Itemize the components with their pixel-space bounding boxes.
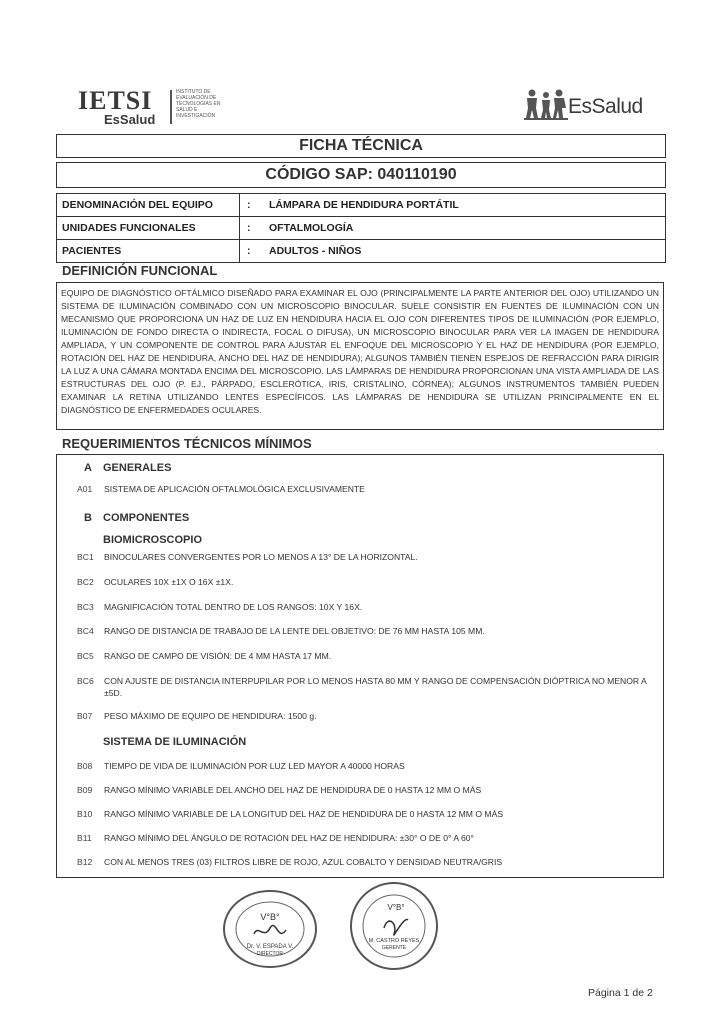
seal-stamp-manager [346, 880, 442, 972]
section-code: B [84, 512, 92, 524]
item-code: BC3 [77, 602, 94, 612]
item-text: SISTEMA DE APLICACIÓN OFTALMOLÓGICA EXCLUSIVAMENTE [104, 484, 365, 494]
item-text: RANGO MÍNIMO VARIABLE DE LA LONGITUD DEL HAZ DE HENDIDURA DE 0 HASTA 12 MM O MÁS [104, 809, 504, 819]
item-text: TIEMPO DE VIDA DE ILUMINACIÓN POR LUZ LED MAYOR A 40000 HORAS [104, 761, 405, 771]
equipment-value: OFTALMOLOGÍA [269, 222, 354, 234]
essalud-logo-text: EsSalud [568, 95, 643, 118]
ietsi-logo [78, 86, 238, 130]
requirements-box [56, 454, 664, 878]
separator: : [247, 222, 251, 234]
section-title: COMPONENTES [103, 512, 190, 524]
item-code: BC2 [77, 577, 94, 587]
item-code: B07 [77, 711, 93, 721]
definition-heading: DEFINICIÓN FUNCIONAL [62, 263, 218, 278]
item-code: B08 [77, 761, 93, 771]
separator: : [247, 245, 251, 257]
item-text: BINOCULARES CONVERGENTES POR LO MENOS A 13° DE LA HORIZONTAL. [104, 552, 418, 562]
definition-box [56, 282, 664, 430]
definition-text: EQUIPO DE DIAGNÓSTICO OFTÁLMICO DISEÑADO PARA EXAMINAR EL OJO (PRINCIPALMENTE LA PARTE ANTERIOR DEL OJO) UTILIZANDO UN SISTEMA DE ILUMINACIÓN COMBINADO CON UN MICROSCOPIO BINOCULAR. SUELE CONSISTIR EN FUENTES DE ILUMINACIÓN CON UN MECANISMO QUE PROPORCIONA UN HAZ DE LUZ EN HENDIDURA HACIA EL OJO CON DIFERENTES TIPOS DE ILUMINACIÓN (POR EJEMPLO, ILUMINACIÓN DE FONDO DIRECTA O INDIRECTA, FOCAL O DIFUSA), UN MICROSCOPIO BINOCULAR PARA VER LA IMAGEN DE HENDIDURA AMPLIADA, Y UN COMPONENTE DE CONTROL PARA AJUSTAR EL ENFOQUE DEL MICROSCOPIO Y EL HAZ DE HENDIDURA (POR EJEMPLO, ROTACIÓN DEL HAZ DE HENDIDURA, ANCHO DEL HAZ DE HENDIDURA); ALGUNOS TAMBIÉN TIENEN ESPEJOS DE REFRACCIÓN PARA DIRIGIR LA LUZ A UNA CÁMARA MONTADA ENCIMA DEL MICROSCOPIO. LAS LÁMPARAS DE HENDIDURA PROPORCIONAN UNA VISTA AMPLIADA DE LAS ESTRUCTURAS DEL OJO (P. EJ., PÁRPADO, ESCLERÓTICA, IRIS, CRISTALINO, CÓRNEA); ALGUNOS INSTRUMENTOS TAMBIÉN PUEDEN EXAMINAR LA RETINA UTILIZANDO LENTES ESPECÍFICOS. LAS LÁMPARAS DE HENDIDURA SE UTILIZAN PRINCIPALMENTE EN EL DIAGNÓSTICO DE ENFERMEDADES OCULARES. [61, 288, 659, 415]
section-title: GENERALES [103, 462, 172, 474]
sap-code: CÓDIGO SAP: 040110190 [56, 162, 666, 188]
item-text: RANGO DE CAMPO DE VISIÓN: DE 4 MM HASTA 17 MM. [104, 651, 332, 661]
item-text: PESO MÁXIMO DE EQUIPO DE HENDIDURA: 1500 g. [104, 711, 317, 721]
document-title: FICHA TÉCNICA [56, 134, 666, 158]
ietsi-logo-text: IETSI [78, 86, 153, 115]
requirements-heading: REQUERIMIENTOS TÉCNICOS MÍNIMOS [62, 436, 312, 451]
essalud-logo [524, 86, 664, 126]
seal-name: Dr. V. ESPADA V. [246, 944, 294, 950]
seal-role: GERENTE [381, 945, 407, 951]
item-text: RANGO MÍNIMO VARIABLE DEL ANCHO DEL HAZ DE HENDIDURA DE 0 HASTA 12 MM O MÁS [104, 785, 482, 795]
subsection-title: SISTEMA DE ILUMINACIÓN [103, 736, 247, 748]
family-icon [524, 86, 568, 120]
table-divider [239, 240, 240, 262]
item-text: RANGO DE DISTANCIA DE TRABAJO DE LA LENTE DEL OBJETIVO: DE 76 MM HASTA 105 MM. [104, 626, 485, 636]
ietsi-logo-subtext: EsSalud [104, 112, 156, 127]
seal-role: DIRECTOR [256, 951, 284, 957]
seal-vb: V°B° [387, 903, 405, 912]
item-code: BC5 [77, 651, 94, 661]
equipment-label: UNIDADES FUNCIONALES [62, 222, 196, 234]
equipment-value: LÁMPARA DE HENDIDURA PORTÁTIL [269, 199, 459, 211]
item-code: B12 [77, 857, 93, 867]
seal-name: M. CASTRO REYES [368, 938, 420, 944]
item-code: BC1 [77, 552, 94, 562]
item-code: B09 [77, 785, 93, 795]
equipment-row-units [57, 217, 665, 240]
item-code: BC4 [77, 626, 94, 636]
equipment-table [56, 193, 666, 263]
ietsi-logo-institute: INSTITUTO DE EVALUACIÓN DE TECNOLOGÍAS EN SALUD E INVESTIGACIÓN [176, 89, 221, 119]
table-divider [239, 217, 240, 239]
equipment-row-patients [57, 240, 665, 262]
table-divider [239, 194, 240, 216]
equipment-value: ADULTOS - NIÑOS [269, 245, 362, 257]
equipment-label: DENOMINACIÓN DEL EQUIPO [62, 199, 213, 211]
section-code: A [84, 462, 92, 474]
item-code: A01 [77, 484, 93, 494]
ietsi-logo-divider [170, 90, 172, 124]
item-code: B11 [77, 833, 92, 843]
page-number: Página 1 de 2 [588, 987, 653, 999]
separator: : [247, 199, 251, 211]
item-code: BC6 [77, 676, 94, 686]
subsection-title: BIOMICROSCOPIO [103, 534, 203, 546]
item-code: B10 [77, 809, 93, 819]
item-text: RANGO MÍNIMO DEL ÁNGULO DE ROTACIÓN DEL HAZ DE HENDIDURA: ±30° O DE 0° A 60° [104, 833, 474, 843]
equipment-row-name [57, 194, 665, 217]
item-text: MAGNIFICACIÓN TOTAL DENTRO DE LOS RANGOS: 10X Y 16X. [104, 602, 363, 612]
item-text: CON AL MENOS TRES (03) FILTROS LIBRE DE ROJO, AZUL COBALTO Y DENSIDAD NEUTRA/GRIS [104, 857, 503, 867]
item-text: OCULARES 10X ±1X O 16X ±1X. [104, 577, 234, 587]
seal-vb: V°B° [260, 912, 280, 922]
seal-stamp-director [220, 888, 320, 970]
equipment-label: PACIENTES [62, 245, 122, 257]
item-text: CON AJUSTE DE DISTANCIA INTERPUPILAR POR LO MENOS HASTA 80 MM Y RANGO DE COMPENSACIÓN DIÓPTRICA NO MENOR A ±5D. [104, 676, 647, 698]
